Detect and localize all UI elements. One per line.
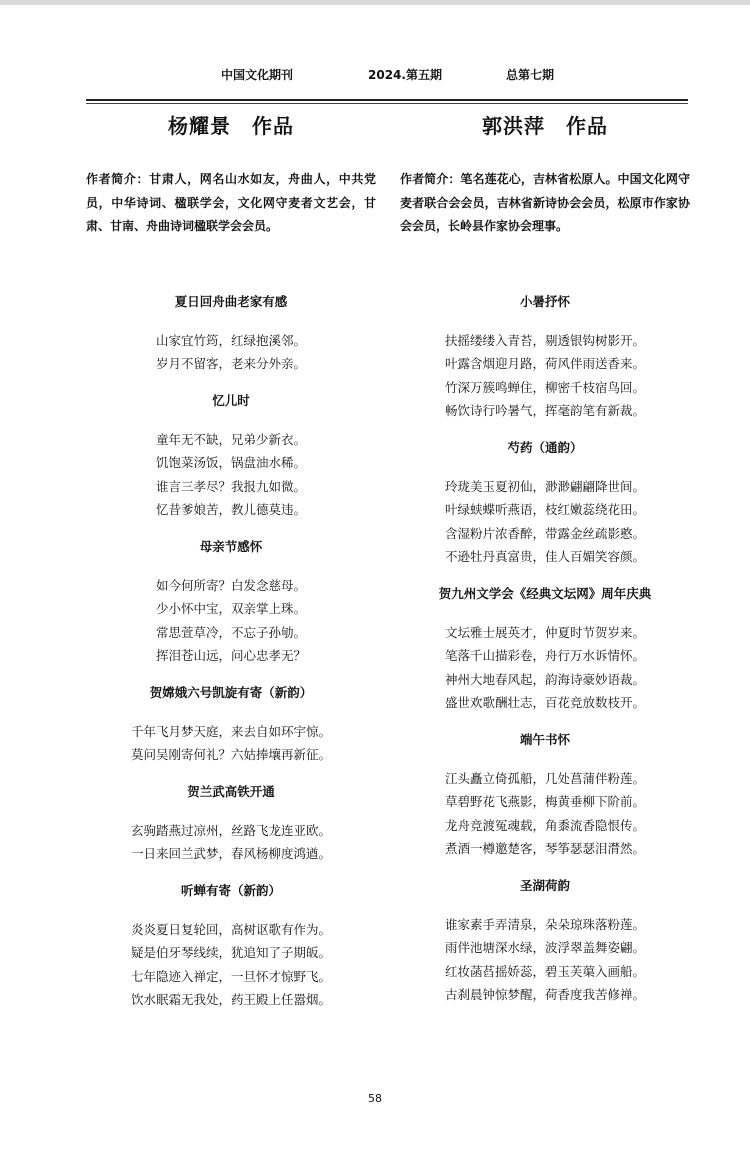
left-author-title: 杨耀景 作品: [168, 114, 294, 138]
poem: [86, 684, 376, 767]
poem-line: 叶绿蛱蝶听燕语，枝红嫩蕊绕花田。: [444, 502, 645, 517]
poem: [400, 585, 690, 715]
journal-name: 中国文化期刊: [221, 68, 294, 82]
running-header: [0, 66, 750, 82]
poem: [86, 882, 376, 1012]
poem-line: 扶摇缕缕入青苔，剔透银钩树影开。: [444, 332, 645, 348]
poem-line: 谁家素手弄清泉，朵朵琼珠落粉莲。: [444, 916, 645, 932]
top-edge-strip: [0, 0, 750, 5]
poem-line: 千年飞月梦天庭，来去自如环宇惊。: [130, 723, 331, 739]
poem-title: 贺九州文学会《经典文坛网》周年庆典: [438, 585, 652, 601]
poem-line: 如今何所寄？白发念慈母。: [155, 577, 306, 593]
poem-line: 盛世欢歌酬壮志，百花竞放数枝开。: [444, 695, 645, 710]
issue-label: 2024.第五期: [368, 68, 442, 82]
poem-line: 山家宜竹筠，红绿抱溪邻。: [155, 332, 306, 348]
poem-line: 古刹晨钟惊梦醒，荷香度我苦修禅。: [444, 987, 645, 1002]
header-rule-thick: [86, 99, 688, 101]
poem: [86, 392, 376, 522]
poem-line: 文坛雅士展英才，仲夏时节贺岁来。: [444, 624, 645, 640]
poem-line: 七年隐迹入禅定，一旦怀才惊野飞。: [130, 968, 331, 984]
poem-line: 莫问吴刚寄何礼？六姑捧壤再新征。: [130, 747, 331, 762]
poem-line: 岁月不留客，老来分外亲。: [155, 356, 306, 371]
poem-line: 雨伴池塘深水绿，波浮翠盖舞姿翩。: [444, 940, 645, 955]
poem-title: 贺嫦娥六号凯旋有寄（新韵）: [149, 684, 313, 700]
poem: [86, 538, 376, 668]
poem-line: 少小怀中宝，双亲掌上珠。: [155, 601, 306, 616]
poem-line: 草碧野花飞燕影，梅黄垂柳下阶前。: [444, 794, 645, 809]
poem-line: 饮水眠霜无我处，药王殿上任嚣烟。: [130, 992, 331, 1007]
page-number: 58: [368, 1092, 382, 1105]
poem-title: 听蝉有寄（新韵）: [180, 882, 281, 898]
poem-line: 笔落千山描彩卷，舟行万水诉情怀。: [444, 648, 645, 663]
poem-line: 挥泪苍山远，问心忠孝无？: [155, 648, 306, 663]
poem: [400, 293, 690, 423]
poem-line: 玄驹踏燕过凉州，丝路飞龙连亚欧。: [130, 822, 331, 838]
poem-line: 畅饮诗行吟暑气，挥毫韵笔有新裁。: [444, 403, 645, 418]
poem: [86, 783, 376, 866]
right-author-title: 郭洪萍 作品: [482, 114, 608, 138]
left-author-bio: 作者简介：甘肃人，网名山水如友，舟曲人，中共党员，中华诗词、楹联学会，文化网守麦者文艺会，甘肃、甘南、舟曲诗词楹联学会会员。: [86, 172, 376, 233]
poem-line: 龙舟竞渡冤魂载，角黍流香隐恨传。: [444, 817, 645, 833]
right-column: [400, 108, 690, 1007]
poem-title: 夏日回舟曲老家有感: [174, 293, 288, 309]
poem-line: 玲珑美玉夏初仙，渺渺翩翩降世间。: [444, 478, 645, 494]
poem-line: 谁言三孝尽？我报九如微。: [155, 478, 306, 494]
poem-line: 疑是伯牙琴线续，犹追知了子期皈。: [130, 945, 331, 960]
poem-title: 端午书怀: [519, 731, 570, 747]
poem-title: 母亲节感怀: [199, 538, 263, 554]
poem-line: 叶露含烟迎月路，荷风伴雨送香来。: [444, 356, 645, 371]
poem-line: 红妆菡萏摇娇蕊，碧玉芙蕖入画船。: [444, 963, 645, 979]
poem-line: 常思萱草冷，不忘子孙劬。: [155, 624, 306, 640]
poem-line: 一日来回兰武梦，春风杨柳度鸿遒。: [130, 846, 331, 861]
poem-line: 神州大地春风起，韵海诗豪妙语裁。: [444, 671, 645, 687]
poem-title: 小暑抒怀: [519, 293, 570, 309]
header-rule-thin: [86, 103, 688, 104]
poem-title: 芍药（通韵）: [507, 439, 583, 455]
poem: [400, 731, 690, 861]
right-author-bio: 作者简介：笔名莲花心，吉林省松原人。中国文化网守麦者联合会会员，吉林省新诗协会会员，松原市作家协会会员，长岭县作家协会理事。: [400, 172, 690, 233]
poem: [400, 439, 690, 569]
poem-title: 忆儿时: [212, 392, 250, 408]
poem-line: 饥饱菜汤饭，锅盘油水稀。: [155, 455, 306, 470]
poem: [86, 293, 376, 376]
poem-line: 忆昔爹娘苦，教儿德莫违。: [155, 502, 306, 517]
poem-line: 江头矗立倚孤船，几处菖蒲伴粉莲。: [444, 770, 645, 786]
total-issue-label: 总第七期: [506, 68, 555, 82]
poem-line: 竹深万簇鸣蝉住，柳密千枝宿鸟回。: [444, 379, 645, 395]
poem-line: 含湿粉片浓香醉，带露金丝疏影憨。: [444, 525, 645, 541]
poem-line: 煮酒一樽邀楚客，琴筝瑟瑟泪潸然。: [444, 841, 645, 856]
left-column: [86, 108, 376, 1012]
poem-line: 不逊牡丹真富贵，佳人百媚笑容颜。: [444, 549, 645, 564]
poem: [400, 877, 690, 1007]
poem-line: 炎炎夏日复轮回，高树讴歌有作为。: [130, 921, 331, 937]
poem-title: 圣湖荷韵: [519, 877, 570, 893]
poem-line: 童年无不缺，兄弟少新衣。: [155, 431, 306, 447]
poem-title: 贺兰武高铁开通: [187, 783, 275, 799]
